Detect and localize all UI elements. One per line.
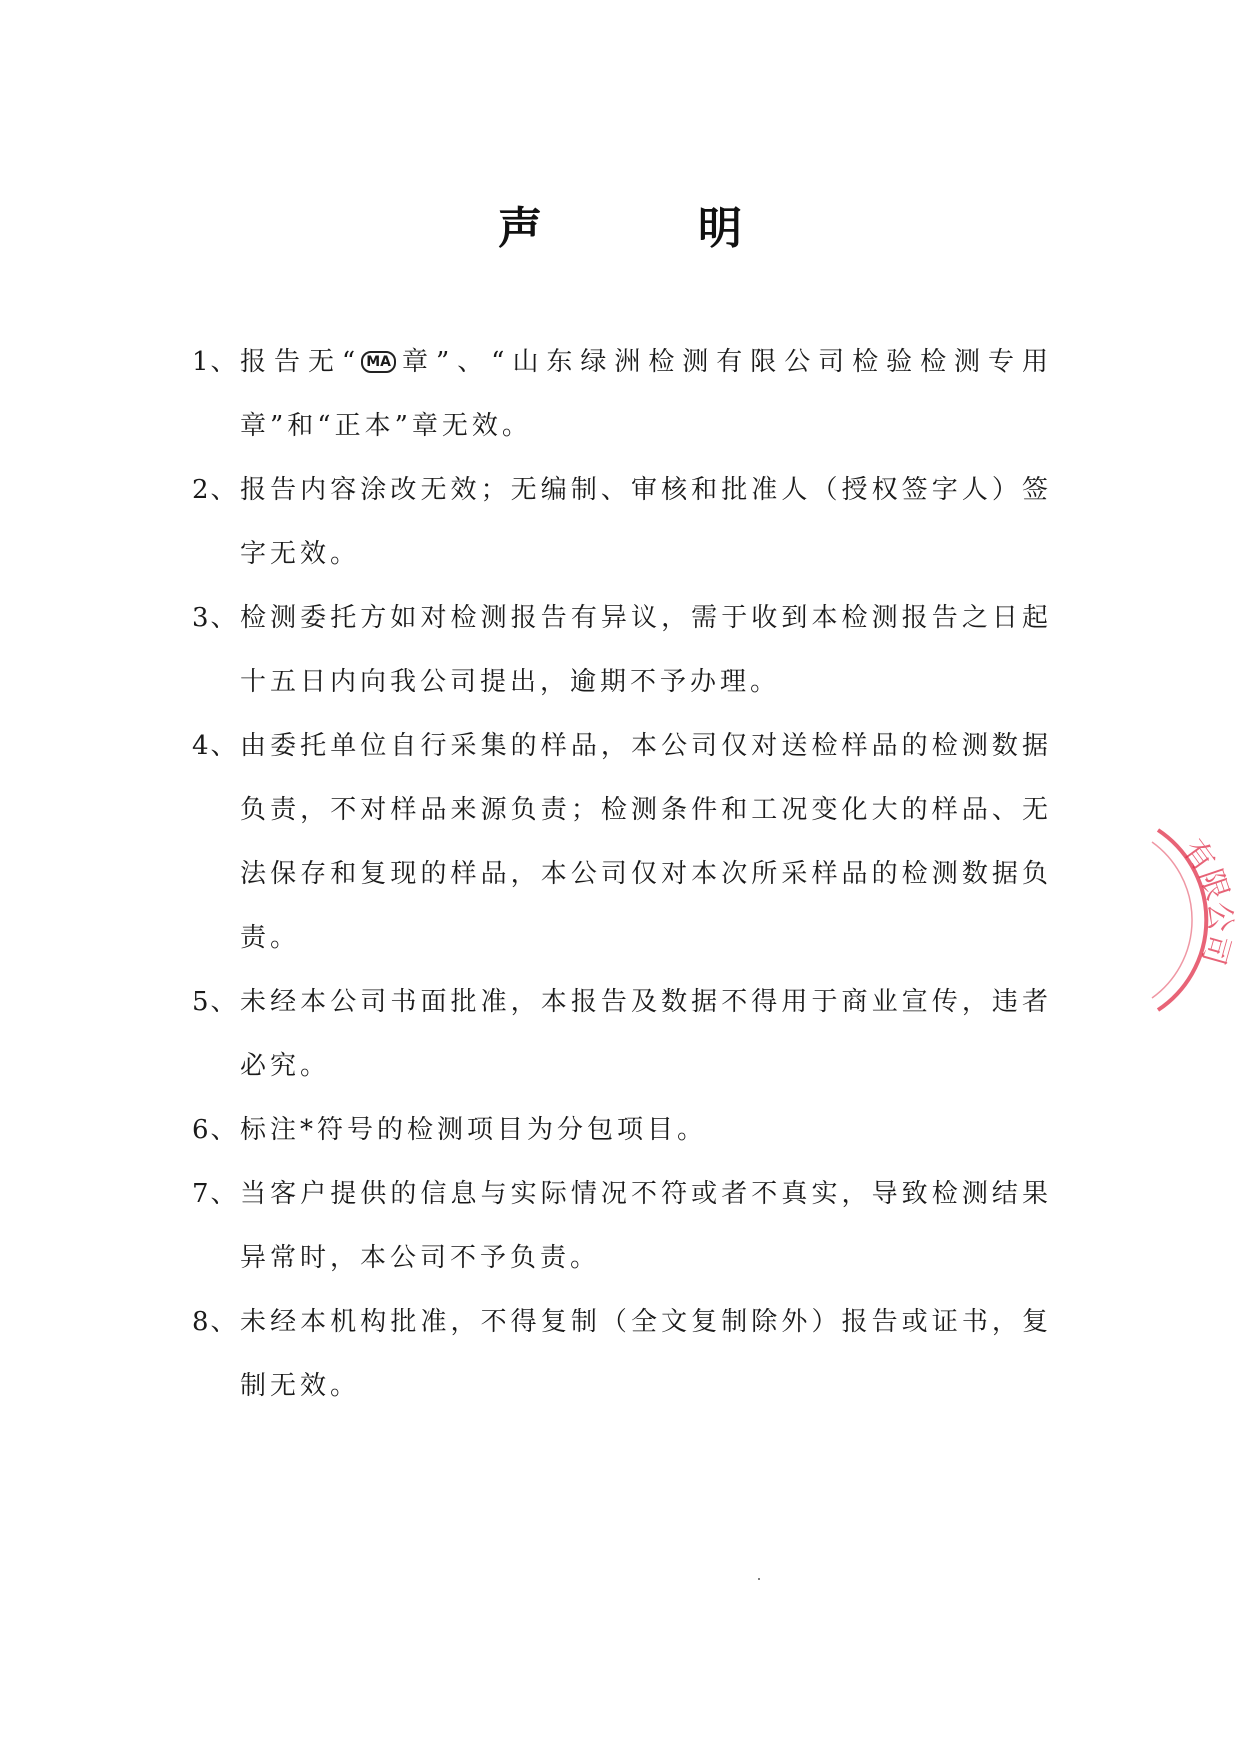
statement-text: 未经本公司书面批准，本报告及数据不得用于商业宣传，违者必究。 [240, 987, 1052, 1081]
statement-number: 2、 [192, 475, 239, 505]
statement-number: 7、 [192, 1179, 239, 1209]
cma-mark-icon: MA [361, 351, 396, 373]
scan-speck [758, 1578, 760, 1580]
statement-item-6 [192, 1098, 1052, 1162]
statement-text: 由委托单位自行采集的样品，本公司仅对送检样品的检测数据负责，不对样品来源负责；检测条件和工况变化大的样品、无法保存和复现的样品，本公司仅对本次所采样品的检测数据负责。 [240, 731, 1052, 953]
statement-item-3 [192, 586, 1052, 714]
statement-text-part: 报告无“ [240, 347, 360, 377]
statement-number: 3、 [192, 603, 239, 633]
page-title: 声 明 [498, 203, 798, 254]
statement-number: 1、 [192, 347, 239, 377]
company-seal-stamp [1150, 820, 1240, 1020]
seal-text-path: 有限公司 [1175, 833, 1238, 969]
statement-number: 4、 [192, 731, 239, 761]
seal-icon [1150, 820, 1240, 1020]
statement-text: 检测委托方如对检测报告有异议，需于收到本检测报告之日起十五日内向我公司提出，逾期不予办理。 [240, 603, 1052, 697]
statement-item-8 [192, 1290, 1052, 1418]
statement-number: 6、 [192, 1115, 239, 1145]
statement-text-part: 章”、“山东绿洲检测有限公司检验检测专用章”和“正本”章无效。 [240, 347, 1053, 441]
statement-list [192, 330, 1052, 1418]
statement-text: 标注*符号的检测项目为分包项目。 [240, 1115, 708, 1145]
statement-item-7 [192, 1162, 1052, 1290]
statement-item-2 [192, 458, 1052, 586]
seal-text [1176, 833, 1238, 968]
statement-number: 8、 [192, 1307, 239, 1337]
statement-number: 5、 [192, 987, 239, 1017]
statement-text: 未经本机构批准，不得复制（全文复制除外）报告或证书，复制无效。 [240, 1307, 1052, 1401]
statement-item-1 [192, 330, 1052, 458]
statement-item-4 [192, 714, 1052, 970]
statement-item-5 [192, 970, 1052, 1098]
statement-text: 报告内容涂改无效；无编制、审核和批准人（授权签字人）签字无效。 [240, 475, 1052, 569]
statement-text: 当客户提供的信息与实际情况不符或者不真实，导致检测结果异常时，本公司不予负责。 [240, 1179, 1052, 1273]
